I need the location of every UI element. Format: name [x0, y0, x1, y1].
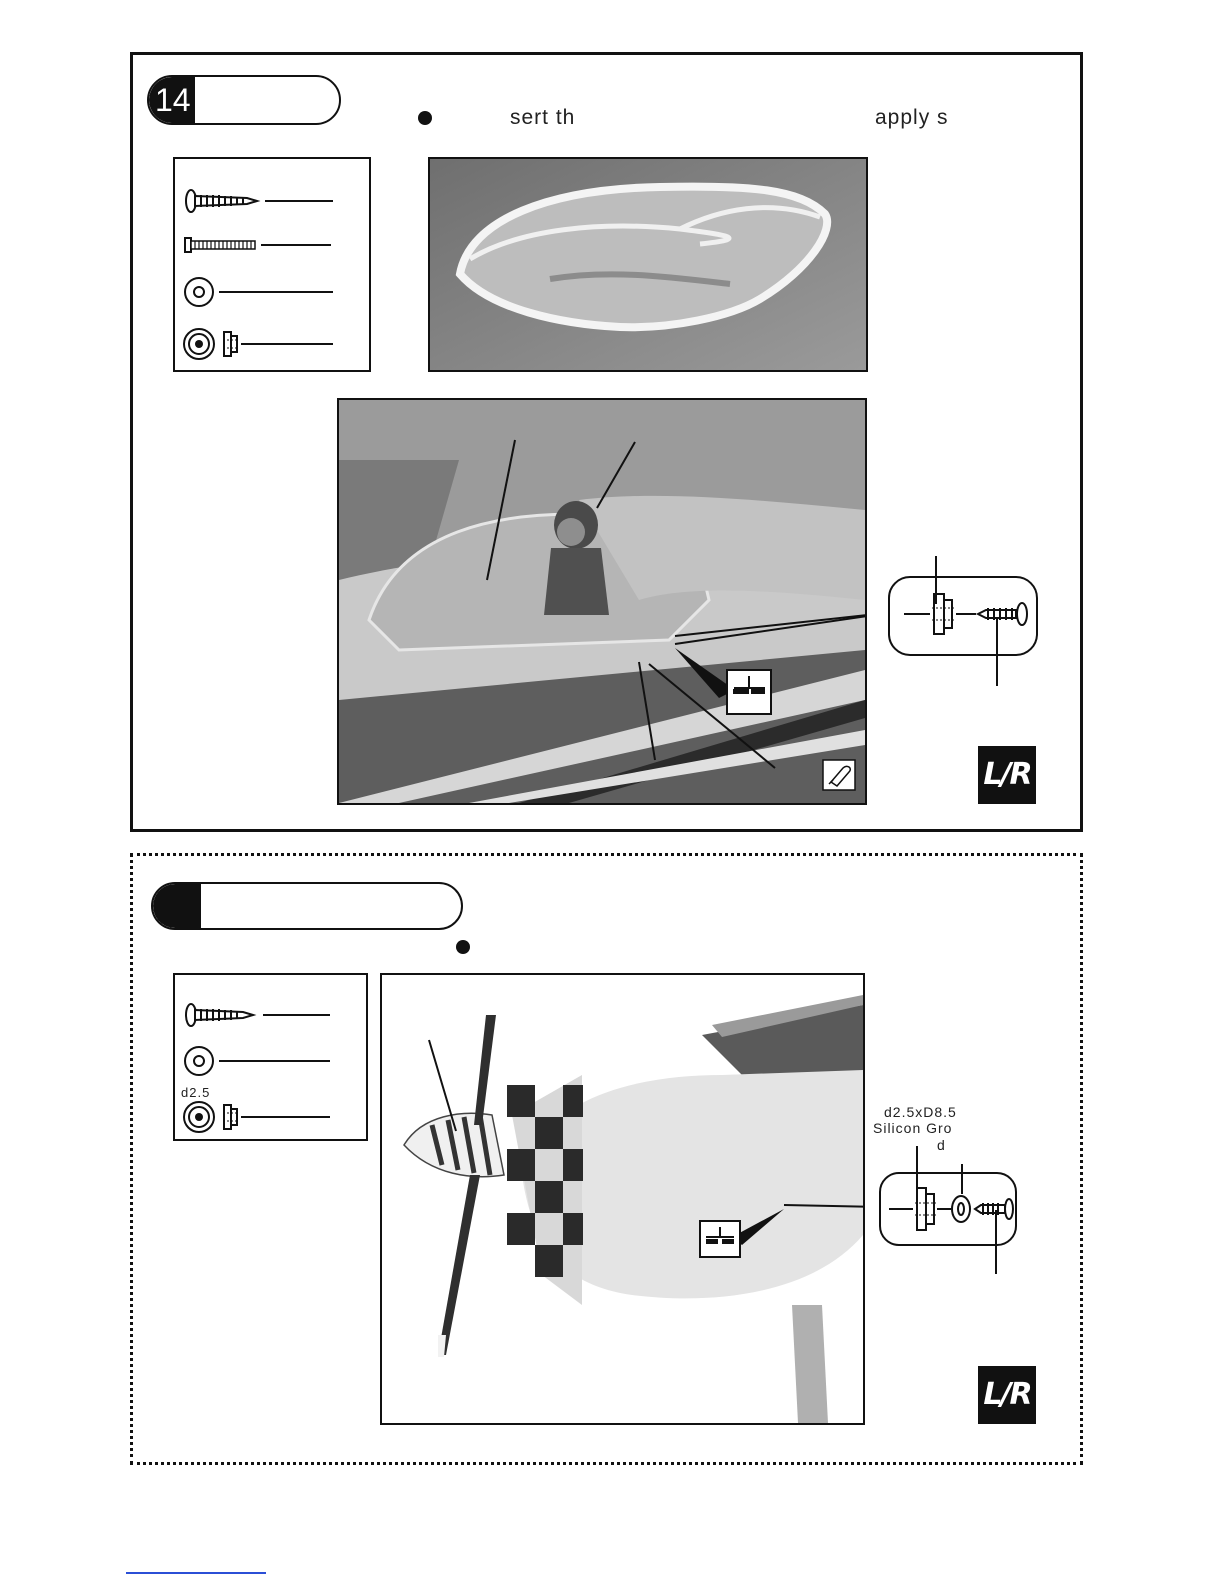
- nose-illustration: [382, 975, 863, 1423]
- step-14-callout: [888, 576, 1038, 656]
- canopy-photo: [428, 157, 868, 372]
- washer-icon: [952, 1196, 970, 1222]
- lr-badge-14: L/R: [978, 746, 1036, 804]
- bolt-icon: [185, 238, 255, 252]
- callout-leader-screw: [995, 1210, 997, 1274]
- footer-link-underline[interactable]: [126, 1572, 266, 1574]
- callout-material-label-1: Silicon Gro: [873, 1120, 953, 1136]
- screw-icon: [186, 190, 257, 212]
- callout-spec-label: d2.5xD8.5: [884, 1104, 957, 1120]
- callout-leader-bottom: [996, 618, 998, 686]
- screw-icon: [975, 1199, 1013, 1219]
- cockpit-illustration: [339, 400, 865, 803]
- instruction-bullet: [456, 940, 470, 954]
- parts-list-15-drawing: [175, 975, 366, 1139]
- instruction-text-1: sert th: [510, 106, 576, 129]
- instruction-text-2: apply s: [875, 106, 949, 129]
- step-14-callout-drawing: [890, 578, 1036, 654]
- cockpit-photo: [337, 398, 867, 805]
- step-14-number: 14: [149, 77, 195, 123]
- callout-leader-top: [935, 556, 937, 604]
- grommet-icon: [915, 1188, 936, 1230]
- callout-leader-washer: [961, 1164, 963, 1194]
- nose-photo: [380, 973, 865, 1425]
- washer-icon: [185, 1047, 213, 1075]
- grommet-icon: [184, 329, 237, 359]
- canopy-illustration: [430, 159, 866, 370]
- glue-bottle-icon: [823, 760, 855, 790]
- parts-list-15: [173, 973, 368, 1141]
- step-15-number: [153, 884, 201, 928]
- grommet-size-label: d2.5: [181, 1085, 211, 1100]
- washer-icon: [185, 278, 213, 306]
- callout-material-label-2: d: [937, 1137, 946, 1153]
- lr-badge-15: L/R: [978, 1366, 1036, 1424]
- step-14-header: [147, 75, 341, 125]
- parts-list-14-drawing: [175, 159, 369, 370]
- step-15-header: [151, 882, 463, 930]
- instruction-bullet: [418, 111, 432, 125]
- grommet-icon: [184, 1102, 237, 1132]
- parts-list-14: [173, 157, 371, 372]
- callout-leader-grommet: [916, 1146, 918, 1190]
- screw-icon: [186, 1004, 253, 1026]
- screw-icon: [978, 603, 1027, 625]
